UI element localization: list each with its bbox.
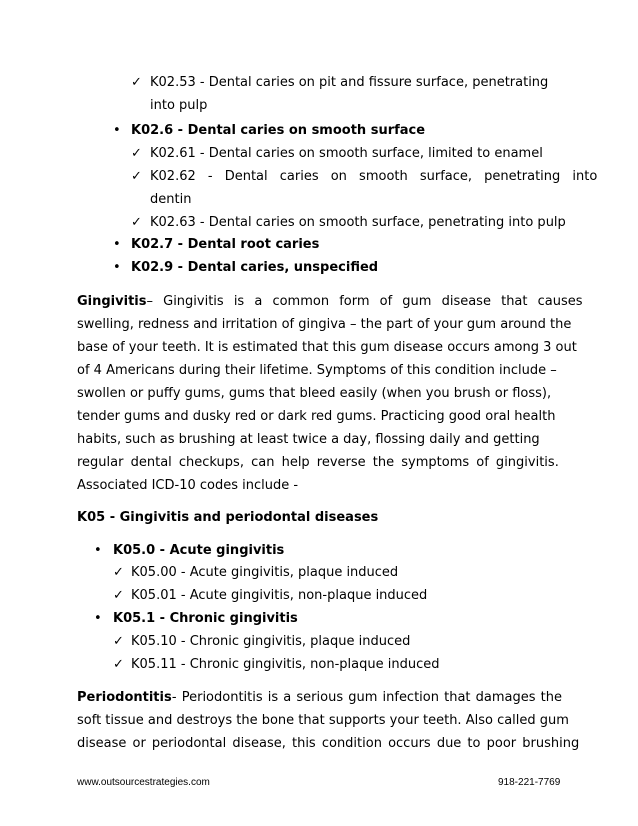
periodontitis-line-3: disease or periodontal disease, this condition occurs due to poor brushing [77,736,580,751]
check-icon: ✓ [113,634,124,649]
list-item-k05-10: K05.10 - Chronic gingivitis, plaque induced [131,634,411,649]
gingivitis-line-9: Associated ICD-10 codes include - [77,478,299,493]
bullet-icon: • [94,543,102,558]
gingivitis-line-6: tender gums and dusky red or dark red gums. Practicing good oral health [77,409,556,424]
check-icon: ✓ [113,657,124,672]
footer-website: www.outsourcestrategies.com [77,777,210,788]
list-item-k02-63: K02.63 - Dental caries on smooth surface, penetrating into pulp [150,215,566,230]
list-item-k0253-line2: into pulp [150,98,208,113]
list-header-k026: K02.6 - Dental caries on smooth surface [131,123,426,138]
list-item-k05-11: K05.11 - Chronic gingivitis, non-plaque induced [131,657,440,672]
bullet-icon: • [113,123,121,138]
list-item-k02-62-line2: dentin [150,192,192,207]
periodontitis-term: Periodontitis [77,690,172,705]
footer-phone: 918-221-7769 [498,777,561,788]
list-header-k050: K05.0 - Acute gingivitis [113,543,285,558]
bullet-icon: • [113,260,121,275]
periodontitis-line-2: soft tissue and destroys the bone that supports your teeth. Also called gum [77,713,569,728]
check-icon: ✓ [131,75,142,90]
gingivitis-line-8: regular dental checkups, can help reverse the symptoms of gingivitis. [77,455,559,470]
list-header-k051: K05.1 - Chronic gingivitis [113,611,298,626]
list-item-k05-00: K05.00 - Acute gingivitis, plaque induced [131,565,399,580]
bullet-icon: • [94,611,102,626]
list-item-text: K02.53 - Dental caries on pit and fissure surface, penetrating [150,75,549,90]
check-icon: ✓ [131,146,142,161]
list-item-k02-62-line1: K02.62 - Dental caries on smooth surface, penetrating into [150,169,598,184]
bullet-icon: • [113,237,121,252]
list-header-k029: K02.9 - Dental caries, unspecified [131,260,379,275]
gingivitis-line-7: habits, such as brushing at least twice a day, flossing daily and getting [77,432,540,447]
check-icon: ✓ [131,169,142,184]
check-icon: ✓ [113,588,124,603]
gingivitis-line-4: of 4 Americans during their lifetime. Symptoms of this condition include – [77,363,557,378]
periodontitis-line-1 [77,686,562,709]
gingivitis-line-5: swollen or puffy gums, gums that bleed easily (when you brush or floss), [77,386,552,401]
gingivitis-line-2: swelling, redness and irritation of gingiva – the part of your gum around the [77,317,572,332]
list-item-k02-61: K02.61 - Dental caries on smooth surface, limited to enamel [150,146,543,161]
check-icon: ✓ [131,215,142,230]
section-heading-k05: K05 - Gingivitis and periodontal diseases [77,510,379,525]
list-item-k05-01: K05.01 - Acute gingivitis, non-plaque induced [131,588,428,603]
list-header-k027: K02.7 - Dental root caries [131,237,320,252]
gingivitis-text: – Gingivitis is a common form of gum disease that causes [146,294,583,309]
check-icon: ✓ [113,565,124,580]
gingivitis-line-1 [77,290,583,313]
list-item-k0253-line1 [150,71,561,94]
gingivitis-line-3: base of your teeth. It is estimated that this gum disease occurs among 3 out [77,340,577,355]
gingivitis-term: Gingivitis [77,294,147,309]
periodontitis-text: - Periodontitis is a serious gum infection that damages the [171,690,562,705]
